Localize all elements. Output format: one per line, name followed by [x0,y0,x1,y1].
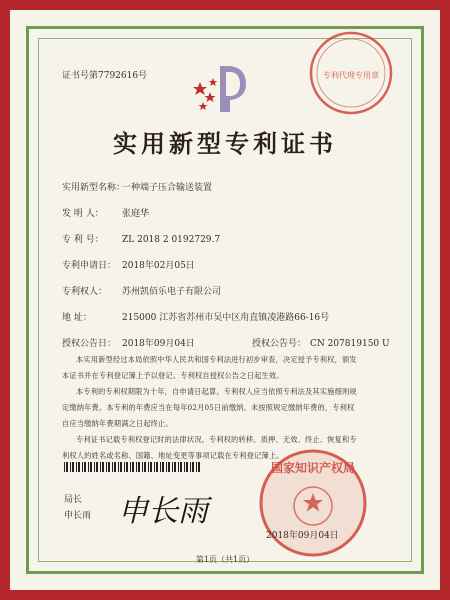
corner-seal [308,30,394,116]
address-label: 地 址： [62,313,92,323]
filing-date-label: 专利申请日： [62,261,117,271]
director-signature: 申长雨 [118,494,208,529]
certificate-title: 实用新型专利证书 [113,129,337,158]
owner-value: 苏州凯佰乐电子有限公司 [122,287,222,297]
inventor-value: 张庭华 [122,209,150,219]
star-icon [193,82,207,95]
director-name: 申长雨 [64,511,92,521]
body-line: 本专利的专利权期限为十年，自申请日起算。专利权人应当依照专利法及其实施细则规 [76,387,357,396]
body-line: 本证书并在专利登记簿上予以登记。专利权自授权公告之日起生效。 [62,371,284,380]
announce-number-label: 授权公告号： [252,339,307,349]
seal-date: 2018年09月04日 [266,531,339,541]
body-line: 利权人的姓名或名称、国籍、地址变更等事项记载在专利登记簿上。 [62,451,284,460]
address-value: 215000 江苏省苏州市吴中区甪直镇凌港路66-16号 [122,313,330,323]
inventor-label: 发 明 人： [62,209,104,219]
body-line: 自应当缴纳年费期满之日起终止。 [62,419,173,428]
page-footer: 第1页（共1页） [195,555,255,564]
star-icon [205,92,216,102]
director-title: 局长 [64,495,83,505]
star-icon [199,102,208,110]
announce-number-value: CN 207819150 U [310,339,390,349]
announce-date-value: 2018年09月04日 [122,339,195,349]
certificate-number: 证书号第7792616号 [62,71,148,81]
filing-date-value: 2018年02月05日 [122,261,195,271]
body-line: 定缴纳年费。本专利的年费应当在每年02月05日前缴纳。未按照规定缴纳年费的，专利权 [62,403,355,412]
corner-seal-label: 专利代理专用章 [323,71,379,80]
official-seal [256,446,370,560]
patent-office-emblem [186,58,256,118]
body-line: 专利证书记载专利权登记时的法律状况。专利权的转移、质押、无效、终止、恢复和专 [76,435,357,444]
patent-number-value: ZL 2018 2 0192729.7 [122,235,221,245]
star-icon [209,78,218,86]
name-label: 实用新型名称： [62,183,126,193]
announce-date-label: 授权公告日： [62,339,117,349]
patent-number-label: 专 利 号： [62,235,104,245]
name-value: 一种端子压合输送装置 [122,183,213,193]
owner-label: 专利权人： [62,287,108,297]
official-seal-label: 国家知识产权局 [270,461,356,475]
barcode [64,462,202,472]
body-line: 本实用新型经过本局依照中华人民共和国专利法进行初步审查，决定授予专利权，颁发 [76,355,357,364]
